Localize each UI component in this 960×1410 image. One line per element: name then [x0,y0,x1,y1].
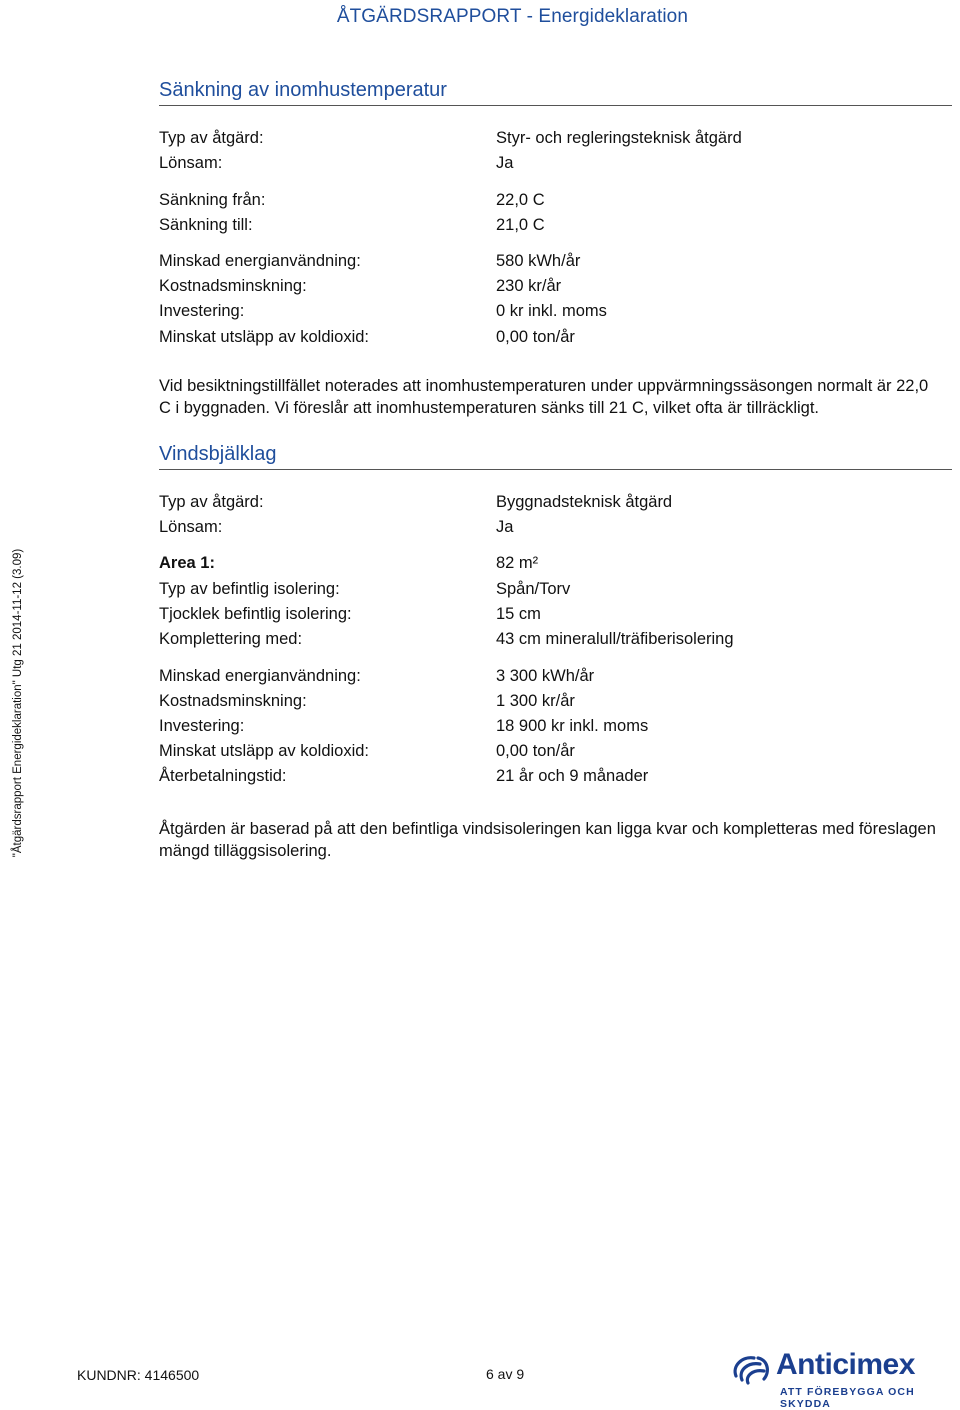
value-minskad-energi: 580 kWh/år [496,252,581,270]
label-kostnadsminskning: Kostnadsminskning: [159,277,307,295]
side-version-text: "Åtgärdsrapport Energideklaration" Utg 21 2014-11-12 (3.09) [12,548,24,858]
value-kostnadsminskning: 1 300 kr/år [496,692,575,710]
value-typ-av-atgard: Styr- och regleringsteknisk åtgärd [496,129,742,147]
logo-tagline: ATT FÖREBYGGA OCH SKYDDA [780,1386,915,1410]
label-komplettering: Komplettering med: [159,630,303,648]
value-befintlig-isolering: Spån/Torv [496,580,571,598]
value-area: 82 m² [496,554,539,572]
label-befintlig-isolering: Typ av befintlig isolering: [159,580,340,598]
label-koldioxid: Minskat utsläpp av koldioxid: [159,328,370,346]
section-title-vindsbjalklag: Vindsbjälklag [159,443,952,470]
value-typ-av-atgard: Byggnadsteknisk åtgärd [496,493,673,511]
label-minskad-energi: Minskad energianvändning: [159,252,361,270]
value-lonsam: Ja [496,518,514,536]
page-number: 6 av 9 [486,1366,525,1382]
label-kostnadsminskning: Kostnadsminskning: [159,692,307,710]
label-typ-av-atgard: Typ av åtgärd: [159,493,264,511]
label-area: Area 1: [159,554,215,572]
label-sankning-till: Sänkning till: [159,216,253,234]
value-koldioxid: 0,00 ton/år [496,742,575,760]
label-tjocklek: Tjocklek befintlig isolering: [159,605,352,623]
value-lonsam: Ja [496,154,514,172]
value-minskad-energi: 3 300 kWh/år [496,667,595,685]
label-aterbetalningstid: Återbetalningstid: [159,767,287,785]
value-aterbetalningstid: 21 år och 9 månader [496,767,649,785]
label-sankning-fran: Sänkning från: [159,191,266,209]
section-title-temperature: Sänkning av inomhustemperatur [159,79,952,106]
value-tjocklek: 15 cm [496,605,541,623]
value-kostnadsminskning: 230 kr/år [496,277,562,295]
anticimex-logo-icon [728,1352,772,1386]
insulation-description: Åtgärden är baserad på att den befintliga vindsisoleringen kan ligga kvar och kompletteras med föreslagen mängd tilläggsisolering. [159,820,936,860]
value-investering: 18 900 kr inkl. moms [496,717,649,735]
customer-number: KUNDNR: 4146500 [77,1367,200,1383]
label-investering: Investering: [159,717,245,735]
label-minskad-energi: Minskad energianvändning: [159,667,361,685]
document-title: ÅTGÄRDSRAPPORT - Energideklaration [336,6,688,27]
value-koldioxid: 0,00 ton/år [496,328,575,346]
logo-wordmark: Anticimex [776,1348,915,1381]
temperature-description: Vid besiktningstillfället noterades att inomhustemperaturen under uppvärmningssäsongen normalt är 22,0 C i byggnaden. Vi föreslår att inomhustemperaturen sänks till 21 C, vilket ofta är tillräckligt. [159,377,929,417]
side-version-text-wrapper [12,548,28,858]
label-koldioxid: Minskat utsläpp av koldioxid: [159,742,370,760]
value-sankning-fran: 22,0 C [496,191,545,209]
value-sankning-till: 21,0 C [496,216,545,234]
value-komplettering: 43 cm mineralull/träfiberisolering [496,630,734,648]
label-investering: Investering: [159,302,245,320]
value-investering: 0 kr inkl. moms [496,302,607,320]
anticimex-logo [728,1348,956,1410]
label-lonsam: Lönsam: [159,154,223,172]
label-lonsam: Lönsam: [159,518,223,536]
label-typ-av-atgard: Typ av åtgärd: [159,129,264,147]
